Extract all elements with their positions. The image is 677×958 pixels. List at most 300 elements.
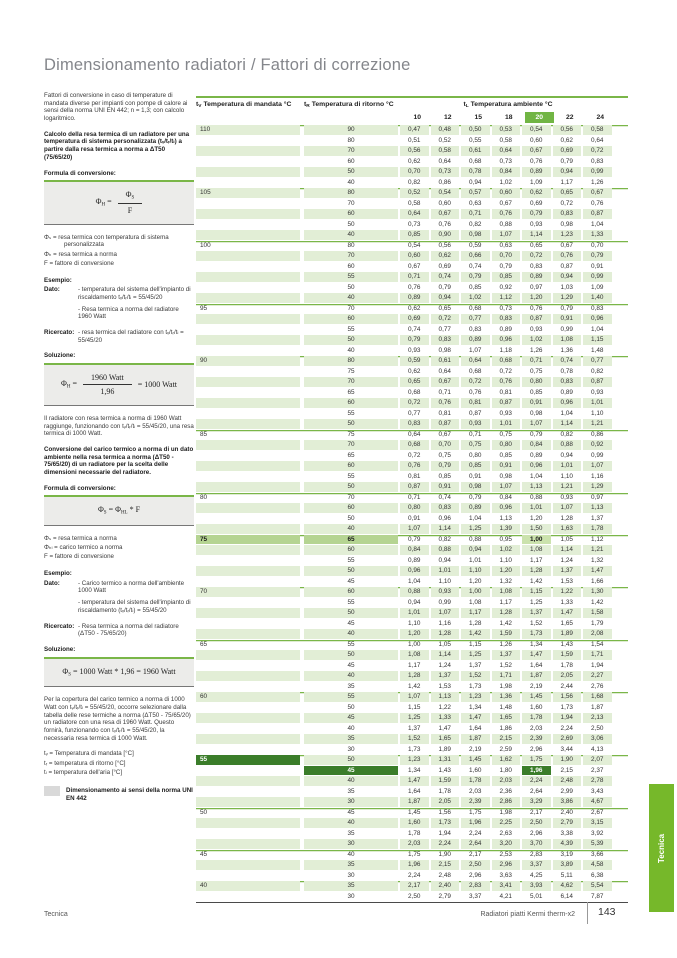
factor-cell: 0,56 (438, 241, 451, 249)
table-row (196, 661, 628, 672)
tr-cell: 60 (304, 587, 398, 597)
factor-cell: 1,00 (522, 535, 551, 545)
tv-cell (196, 629, 300, 639)
ambient-temp-header: 15 (474, 114, 483, 121)
factor-cell: 3,86 (553, 797, 582, 807)
factor-cell: 0,93 (461, 419, 490, 429)
factor-cell: 1,71 (583, 650, 612, 660)
factor-cell: 0,62 (431, 251, 460, 261)
tr-cell: 50 (304, 482, 398, 492)
factor-cell: 0,61 (461, 146, 490, 156)
factor-cell: 0,98 (438, 346, 451, 354)
factor-cell: 1,37 (492, 650, 521, 660)
tv-cell (196, 503, 300, 513)
tv-cell (196, 745, 300, 755)
factor-cell: 1,64 (469, 724, 482, 732)
factor-cell: 1,32 (591, 556, 604, 564)
ricercato-label: Ricercato: (44, 328, 75, 336)
table-row (196, 514, 628, 525)
table-row (196, 293, 628, 304)
factor-cell: 0,87 (522, 314, 551, 324)
factor-cell: 0,80 (400, 503, 429, 513)
tv-cell (196, 545, 300, 555)
definition: tᵣ = temperatura di ritorno [°C] (44, 759, 126, 767)
factor-cell: 0,83 (553, 209, 582, 219)
factor-cell: 1,04 (560, 409, 573, 417)
factor-cell: 0,76 (591, 199, 604, 207)
factor-cell: 2,24 (522, 776, 551, 786)
factor-cell: 0,75 (438, 451, 451, 459)
factor-cell: 1,73 (431, 818, 460, 828)
tv-cell: 45 (200, 850, 208, 858)
factor-cell: 1,10 (560, 472, 573, 480)
factor-cell: 7,87 (591, 892, 604, 900)
factor-cell: 0,52 (438, 136, 451, 144)
tr-cell: 55 (347, 325, 355, 333)
factor-cell: 1,98 (499, 808, 512, 816)
table-row (196, 598, 628, 609)
factor-cell: 0,99 (591, 451, 604, 459)
factor-cell: 0,91 (492, 461, 521, 471)
factor-cell: 0,92 (499, 283, 512, 291)
tr-cell: 60 (304, 461, 398, 471)
tr-cell: 45 (347, 619, 355, 627)
factor-cell: 3,92 (591, 829, 604, 837)
tv-cell (196, 346, 300, 356)
factor-cell: 0,58 (499, 136, 512, 144)
factor-cell: 0,62 (408, 367, 421, 375)
factor-cell: 1,45 (461, 755, 490, 765)
table-row (196, 314, 628, 325)
factor-cell: 1,08 (400, 650, 429, 660)
factor-cell: 0,87 (583, 209, 612, 219)
factor-cell: 1,07 (431, 608, 460, 618)
tv-cell (196, 451, 300, 461)
factor-cell: 2,03 (400, 839, 429, 849)
factor-cell: 0,90 (431, 230, 460, 240)
factor-cell: 1,73 (522, 629, 551, 639)
tv-cell (196, 766, 300, 776)
factor-cell: 0,91 (431, 482, 460, 492)
factor-cell: 0,69 (530, 199, 543, 207)
factor-cell: 1,65 (431, 734, 460, 744)
factor-cell: 3,93 (522, 881, 551, 891)
factor-cell: 1,39 (492, 524, 521, 534)
factor-cell: 0,93 (530, 220, 543, 228)
factor-cell: 0,60 (492, 188, 521, 198)
factor-cell: 0,64 (461, 356, 490, 366)
tv-cell (196, 556, 300, 566)
factor-cell: 1,28 (469, 619, 482, 627)
tv-cell: 90 (196, 356, 300, 366)
factor-cell: 6,38 (591, 871, 604, 879)
factor-cell: 0,85 (499, 451, 512, 459)
tr-cell: 50 (347, 220, 355, 228)
ambient-temp-header: 22 (565, 114, 574, 121)
tv-cell (196, 472, 300, 482)
factor-cell: 1,94 (591, 661, 604, 669)
factor-cell: 1,07 (522, 419, 551, 429)
factor-cell: 1,17 (461, 608, 490, 618)
table-row (196, 346, 628, 357)
factor-cell: 1,28 (431, 629, 460, 639)
factor-cell: 1,13 (583, 503, 612, 513)
factor-cell: 0,59 (469, 241, 482, 249)
tv-cell (196, 577, 300, 587)
factor-cell: 5,54 (583, 881, 612, 891)
tv-cell (196, 650, 300, 660)
footer-product-label: Radiatori piatti Kermi therm-x2 (480, 911, 575, 918)
factor-cell: 1,18 (499, 346, 512, 354)
factor-cell: 1,10 (591, 409, 604, 417)
factor-cell: 2,50 (408, 892, 421, 900)
factor-cell: 0,93 (431, 587, 460, 597)
factor-cell: 0,63 (469, 199, 482, 207)
factor-cell: 1,14 (431, 524, 460, 534)
table-row (196, 188, 628, 199)
tv-cell (196, 671, 300, 681)
factor-cell: 0,48 (431, 125, 460, 135)
table-row (196, 482, 628, 493)
factor-cell: 1,78 (408, 829, 421, 837)
factor-cell: 2,40 (560, 808, 573, 816)
factor-cell: 0,98 (461, 230, 490, 240)
factor-cell: 0,76 (400, 461, 429, 471)
tv-cell (196, 136, 300, 146)
ambient-header-row (196, 111, 628, 124)
table-row (196, 230, 628, 241)
factor-cell: 1,02 (461, 293, 490, 303)
factor-cell: 0,72 (499, 367, 512, 375)
factor-cell: 1,59 (431, 776, 460, 786)
factor-cell: 0,70 (431, 440, 460, 450)
tr-cell: 60 (304, 545, 398, 555)
factor-cell: 2,86 (492, 797, 521, 807)
tr-cell: 70 (347, 304, 355, 312)
factor-cell: 2,19 (469, 745, 482, 753)
factor-cell: 4,25 (530, 871, 543, 879)
result-paragraph-1: Il radiatore con resa termica a norma di 1960 Watt raggiunge, funzionando con tᵥ/tᵣ/tₗ = 55/45/20, una resa termica di 1000 Watt. (44, 414, 194, 438)
tr-cell: 60 (347, 262, 355, 270)
tv-cell: 105 (196, 188, 300, 198)
table-row (196, 640, 628, 651)
factor-cell: 0,73 (431, 167, 460, 177)
factor-cell: 2,15 (560, 766, 573, 774)
dato-item: - Resa termica a norma del radiatore 1960 Watt (78, 305, 179, 321)
factor-cell: 0,55 (469, 136, 482, 144)
page-number: 143 (598, 906, 616, 918)
dato-label: Dato: (44, 579, 60, 587)
factor-cell: 0,54 (408, 241, 421, 249)
tv-cell (196, 157, 300, 167)
factor-cell: 0,67 (583, 188, 612, 198)
table-row (196, 776, 628, 787)
factor-cell: 1,47 (553, 608, 582, 618)
table-row (196, 892, 628, 903)
formula-box-4 (44, 657, 194, 688)
table-row (196, 850, 628, 861)
factor-cell: 1,04 (530, 472, 543, 480)
factor-cell: 1,04 (591, 220, 604, 228)
factor-cell: 1,08 (469, 598, 482, 606)
factor-cell: 1,73 (469, 682, 482, 690)
factor-cell: 0,56 (400, 146, 429, 156)
factor-cell: 0,95 (499, 535, 512, 543)
factor-cell: 0,74 (438, 493, 451, 501)
factor-cell: 1,78 (522, 713, 551, 723)
table-row (196, 136, 628, 147)
factor-cell: 1,08 (492, 587, 521, 597)
formula-rhs: = 1000 Watt (137, 379, 178, 389)
factor-cell: 0,67 (408, 262, 421, 270)
tr-cell: 65 (304, 535, 398, 545)
factor-cell: 2,78 (583, 776, 612, 786)
factor-cell: 1,09 (591, 283, 604, 291)
factor-cell: 2,76 (591, 682, 604, 690)
factor-cell: 1,00 (461, 587, 490, 597)
factor-cell: 0,79 (461, 272, 490, 282)
factor-cell: 1,62 (492, 755, 521, 765)
ambient-temp-header: 24 (596, 114, 605, 121)
factor-cell: 0,68 (469, 304, 482, 312)
factor-cell: 0,82 (591, 367, 604, 375)
factor-cell: 2,17 (400, 881, 429, 891)
factor-cell: 1,16 (438, 619, 451, 627)
ambient-temp-header-highlight: 20 (525, 112, 554, 123)
page-title: Dimensionamento radiatori / Fattori di correzione (44, 56, 411, 74)
factor-cell: 1,50 (522, 524, 551, 534)
factor-cell: 1,20 (469, 577, 482, 585)
fraction: $\frac{\Phi S}{F}$ (118, 190, 143, 216)
table-row (196, 608, 628, 619)
factor-cell: 1,29 (553, 293, 582, 303)
tv-cell (196, 461, 300, 471)
tr-cell: 50 (304, 335, 398, 345)
factor-cell: 0,89 (522, 167, 551, 177)
factor-cell: 2,39 (461, 797, 490, 807)
tr-cell: 75 (347, 367, 355, 375)
factor-cell: 1,53 (438, 682, 451, 690)
tv-cell (196, 619, 300, 629)
factor-cell: 1,05 (560, 535, 573, 543)
factor-cell: 2,36 (499, 787, 512, 795)
factor-cell: 0,86 (438, 178, 451, 186)
table-row (196, 325, 628, 336)
factor-cell: 1,89 (438, 745, 451, 753)
table-row (196, 713, 628, 724)
tr-cell: 60 (347, 157, 355, 165)
definition: tₗ = temperatura dell'aria [°C] (44, 768, 123, 776)
factor-cell: 1,10 (499, 556, 512, 564)
tv-cell (196, 209, 300, 219)
tv-cell (196, 682, 300, 692)
table-row (196, 377, 628, 388)
factor-cell: 1,07 (553, 503, 582, 513)
factor-cell: 1,28 (400, 671, 429, 681)
factor-cell: 3,37 (522, 860, 551, 870)
factor-cell: 0,89 (530, 451, 543, 459)
factor-cell: 1,45 (408, 808, 421, 816)
factor-cell: 1,07 (583, 461, 612, 471)
factor-cell: 2,99 (560, 787, 573, 795)
factor-cell: 0,94 (431, 293, 460, 303)
factor-cell: 5,11 (560, 871, 573, 879)
factor-cell: 0,96 (492, 335, 521, 345)
factor-cell: 0,77 (438, 325, 451, 333)
factor-cell: 1,42 (408, 682, 421, 690)
factor-cell: 0,65 (530, 241, 543, 249)
factor-cell: 1,04 (591, 325, 604, 333)
table-row (196, 262, 628, 273)
factor-cell: 1,17 (560, 178, 573, 186)
factor-cell: 2,96 (530, 829, 543, 837)
table-row (196, 535, 628, 546)
factor-cell: 1,26 (499, 640, 512, 648)
factor-cell: 2,17 (530, 808, 543, 816)
section-heading-1: Calcolo della resa termica di un radiatore per una temperatura di sistema personalizzata (tᵥ/tᵣ/tₗ) a partire dalla resa termica a norma a ΔT50 (75/65/20) (44, 130, 190, 161)
factor-cell: 0,52 (400, 188, 429, 198)
tr-cell: 55 (347, 598, 355, 606)
factor-cell: 0,71 (400, 272, 429, 282)
factor-cell: 1,01 (400, 608, 429, 618)
factor-cell: 1,45 (522, 692, 551, 702)
factor-cell: 0,96 (400, 566, 429, 576)
factor-cell: 1,14 (522, 230, 551, 240)
table-header-row (196, 98, 628, 111)
table-row (196, 451, 628, 462)
factor-cell: 0,72 (461, 377, 490, 387)
table-row (196, 556, 628, 567)
factor-cell: 0,67 (522, 146, 551, 156)
factor-cell: 2,69 (553, 734, 582, 744)
tv-cell (196, 230, 300, 240)
factor-cell: 0,84 (492, 167, 521, 177)
tr-cell: 75 (347, 430, 355, 438)
factor-cell: 0,81 (499, 388, 512, 396)
tv-cell (196, 860, 300, 870)
factor-cell: 0,83 (431, 335, 460, 345)
factor-cell: 0,57 (461, 188, 490, 198)
table-row (196, 167, 628, 178)
tr-cell: 40 (304, 776, 398, 786)
factor-cell: 0,83 (431, 503, 460, 513)
factor-cell: 0,82 (438, 535, 451, 543)
factor-cell: 4,21 (499, 892, 512, 900)
tv-cell (196, 776, 300, 786)
factor-cell: 1,24 (438, 661, 451, 669)
factor-cell: 1,21 (583, 545, 612, 555)
tv-cell (196, 167, 300, 177)
factor-cell: 0,96 (438, 514, 451, 522)
tr-cell: 35 (304, 881, 398, 891)
factor-cell: 1,87 (522, 671, 551, 681)
factor-cell: 3,37 (469, 892, 482, 900)
factor-cell: 2,96 (469, 871, 482, 879)
factor-cell: 1,73 (408, 745, 421, 753)
factor-cell: 0,98 (461, 482, 490, 492)
table-row (196, 881, 628, 892)
factor-cell: 0,58 (408, 199, 421, 207)
factor-cell: 0,85 (469, 283, 482, 291)
formula-box-2 (44, 363, 194, 406)
factor-cell: 0,82 (408, 178, 421, 186)
factor-cell: 0,60 (438, 199, 451, 207)
factor-cell: 0,80 (522, 377, 551, 387)
factor-cell: 1,59 (553, 650, 582, 660)
factor-cell: 1,02 (499, 178, 512, 186)
tr-cell: 50 (304, 608, 398, 618)
factor-cell: 1,42 (461, 629, 490, 639)
factor-cell: 2,13 (583, 713, 612, 723)
tr-cell: 40 (304, 524, 398, 534)
factor-cell: 4,62 (553, 881, 582, 891)
tr-cell: 50 (347, 514, 355, 522)
factor-cell: 0,92 (583, 440, 612, 450)
tv-cell (196, 377, 300, 387)
tv-cell: 75 (196, 535, 300, 545)
tr-cell: 55 (347, 409, 355, 417)
factor-cell: 0,64 (408, 430, 421, 438)
factor-cell: 2,05 (431, 797, 460, 807)
factor-cell: 0,67 (499, 199, 512, 207)
definition: Φₛ = resa termica a norma (44, 535, 117, 543)
factor-cell: 3,41 (492, 881, 521, 891)
factor-cell: 1,58 (583, 608, 612, 618)
factor-cell: 2,50 (591, 724, 604, 732)
factor-cell: 2,15 (492, 734, 521, 744)
factor-cell: 0,88 (431, 545, 460, 555)
factor-cell: 2,79 (438, 892, 451, 900)
tv-cell (196, 839, 300, 849)
factor-cell: 1,12 (591, 535, 604, 543)
table-row (196, 157, 628, 168)
tv-cell: 65 (200, 640, 208, 648)
factor-cell: 1,78 (461, 776, 490, 786)
table-row (196, 724, 628, 735)
table-row (196, 440, 628, 451)
factor-cell: 0,76 (530, 157, 543, 165)
factor-cell: 0,74 (408, 325, 421, 333)
factor-cell: 0,71 (461, 209, 490, 219)
tv-cell: 80 (200, 493, 208, 501)
tv-cell: 40 (196, 881, 300, 891)
factor-cell: 0,78 (461, 167, 490, 177)
factor-cell: 3,70 (522, 839, 551, 849)
factor-cell: 0,94 (553, 167, 582, 177)
tr-cell: 50 (347, 703, 355, 711)
factor-cell: 4,13 (591, 745, 604, 753)
factor-cell: 1,22 (438, 703, 451, 711)
ricercato-row-2 (44, 623, 194, 642)
definition: tᵥ = Temperatura di mandata [°C] (44, 750, 134, 758)
factor-cell: 1,52 (499, 661, 512, 669)
factor-cell: 5,01 (530, 892, 543, 900)
factor-cell: 0,65 (438, 304, 451, 312)
tr-cell: 55 (304, 692, 398, 702)
definitions-2 (44, 535, 194, 561)
factor-cell: 1,47 (461, 713, 490, 723)
factor-cell: 1,53 (560, 577, 573, 585)
factor-cell: 2,24 (408, 871, 421, 879)
factor-cell: 3,38 (560, 829, 573, 837)
factor-cell: 0,99 (583, 167, 612, 177)
factor-cell: 0,79 (530, 430, 543, 438)
tv-cell (196, 608, 300, 618)
factor-cell: 0,72 (560, 199, 573, 207)
factor-cell: 3,20 (492, 839, 521, 849)
factor-cell: 1,23 (461, 692, 490, 702)
formula-box-1 (44, 180, 194, 225)
